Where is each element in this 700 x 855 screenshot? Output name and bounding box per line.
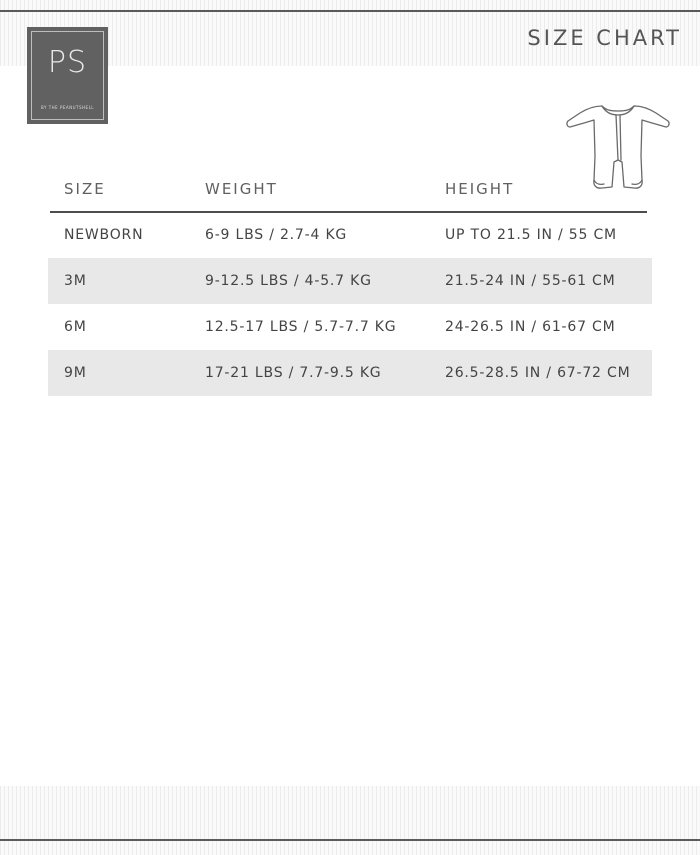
logo-mark: PS: [47, 45, 88, 80]
baby-footie-onesie-icon: [566, 96, 670, 192]
column-header-height: HEIGHT: [445, 180, 515, 198]
brand-logo: [27, 27, 108, 124]
height-cell: 26.5-28.5 IN / 67-72 CM: [445, 365, 631, 381]
weight-cell: 17-21 LBS / 7.7-9.5 KG: [205, 365, 382, 381]
table-row: [48, 350, 652, 396]
weight-cell: 6-9 LBS / 2.7-4 KG: [205, 227, 348, 243]
height-cell: 24-26.5 IN / 61-67 CM: [445, 319, 616, 335]
weight-cell: 9-12.5 LBS / 4-5.7 KG: [205, 273, 372, 289]
size-cell: 6M: [64, 319, 87, 335]
bottom-stripe-band: [0, 786, 700, 855]
table-header-row: [0, 180, 700, 202]
column-header-size: SIZE: [64, 180, 106, 198]
size-cell: 9M: [64, 365, 87, 381]
column-header-weight: WEIGHT: [205, 180, 278, 198]
table-row: [48, 258, 652, 304]
size-cell: 3M: [64, 273, 87, 289]
size-cell: NEWBORN: [64, 227, 144, 243]
table-row: [48, 212, 652, 258]
height-cell: UP TO 21.5 IN / 55 CM: [445, 227, 617, 243]
bottom-edge-line: [0, 839, 700, 841]
page-title: SIZE CHART: [527, 26, 682, 50]
weight-cell: 12.5-17 LBS / 5.7-7.7 KG: [205, 319, 397, 335]
height-cell: 21.5-24 IN / 55-61 CM: [445, 273, 616, 289]
top-edge-line: [0, 10, 700, 12]
table-row: [48, 304, 652, 350]
logo-tagline: BY THE PEANUTSHELL: [40, 105, 95, 110]
